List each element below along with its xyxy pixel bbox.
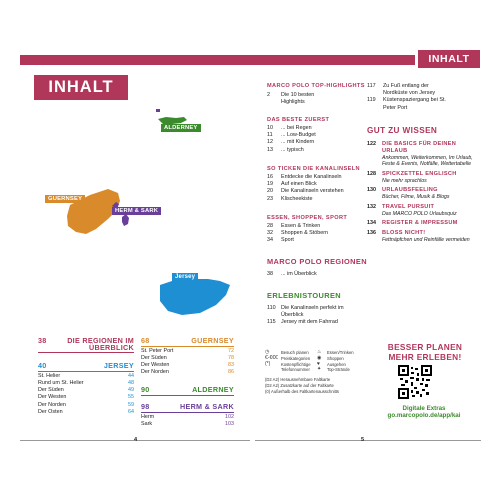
legend-item: ◷ Besuch planen [265, 349, 309, 355]
overview-name: DIE REGIONEN IM ÜBERBLICK [67, 336, 134, 352]
legend-note: (D2 A2) Herausnehmbare Faltkarte [265, 377, 331, 383]
essen-list [267, 223, 362, 245]
toc-item[interactable]: 32 Shoppen & Stöbern [267, 230, 329, 237]
table-row: Herm 102 [141, 413, 234, 420]
toc-item[interactable]: 132 TRAVEL PURSUIT Das MARCO POLO Urlaubsquiz [367, 203, 457, 217]
promo-title: BESSER PLANEN MEHR ERLEBEN! [387, 342, 463, 362]
table-row: Der Westen 55 [38, 394, 134, 401]
alderney-island [158, 117, 187, 124]
overview-num: 38 [38, 336, 47, 345]
island-map [40, 105, 250, 325]
clock-icon: ◷ [265, 349, 270, 355]
label-herm-sark: HERM & SARK [112, 207, 161, 215]
herm-sark-num: 98 [141, 402, 150, 411]
legend-item: ♨ Essen/Trinken [317, 349, 354, 355]
guernsey-rule [141, 346, 234, 347]
ticken-list [267, 174, 362, 203]
table-row: Der Norden 59 [38, 401, 134, 408]
guernsey-num: 68 [141, 336, 150, 345]
guernsey-name: GUERNSEY [191, 336, 234, 345]
table-row: St. Peter Port 72 [141, 347, 234, 354]
page-number-right: 5 [361, 437, 365, 443]
regionen-head: MARCO POLO REGIONEN [267, 257, 367, 266]
table-row: Der Norden 86 [141, 369, 234, 376]
toc-item[interactable]: 2 Die 10 besten [267, 92, 315, 98]
touren-list [267, 305, 362, 327]
legend-item: (*) Kostenpflichtige Telefonnummer [265, 360, 311, 373]
toc-item[interactable]: 38 ... im Überblick [267, 271, 317, 277]
toc-item[interactable]: 119 Küstenspaziergang bei St. [367, 97, 446, 104]
phone-icon: (*) [265, 360, 271, 367]
toc-item[interactable]: 16 Entdecke die Kanalinseln [267, 174, 342, 180]
food-icon: ♨ [317, 349, 322, 355]
legend [265, 350, 360, 395]
shopping-icon: ◉ [317, 354, 322, 361]
toc-item[interactable]: 11 ... Low-Budget [267, 132, 316, 139]
ticken-head: SO TICKEN DIE KANALINSELN [267, 166, 360, 172]
jersey-island [160, 279, 230, 315]
jersey-name: JERSEY [103, 361, 134, 370]
legend-item: €-€€€ Preiskategorien [265, 354, 311, 361]
toc-item[interactable]: 128 SPICKZETTEL ENGLISCH Nie mehr sprachlos [367, 170, 457, 184]
toc-item[interactable]: 110 Die Kanalinseln perfekt im [267, 305, 344, 311]
gut-head: GUT ZU WISSEN [367, 126, 438, 135]
touren-head: ERLEBNISTOUREN [267, 291, 342, 300]
legend-item: ♥ Ausgehen [317, 360, 346, 367]
label-alderney: ALDERNEY [161, 124, 201, 132]
toc-item[interactable]: 115 Jersey mit dem Fahrrad [267, 319, 338, 326]
toc-item[interactable]: Überblick [281, 312, 304, 319]
page-number-left: 4 [134, 437, 138, 443]
legend-note: (0) Außerhalb des Faltkartenausschnitts [265, 388, 340, 394]
alderney-num: 90 [141, 385, 150, 394]
highlights-head: MARCO POLO TOP-HIGHLIGHTS [267, 83, 365, 89]
table-row: Der Süden 49 [38, 387, 134, 394]
right-page-rule [255, 440, 481, 441]
toc-item[interactable]: Highlights [281, 99, 305, 106]
header-tag: INHALT [418, 50, 480, 68]
label-jersey: Jersey [172, 273, 198, 281]
legend-note: (D2 A2) Zusatzkarte auf der Faltkarte [265, 382, 334, 388]
herm-sark-rule [141, 412, 234, 413]
toc-item[interactable]: 136 BLOSS NICHT! Fettnäpfchen und Reinfälle vermeiden [367, 229, 470, 243]
legend-item: ◉ Shoppen [317, 354, 344, 361]
beach-icon: ✦ [317, 366, 322, 373]
legend-item: ✦ Top-Strände [317, 366, 350, 373]
toc-item[interactable]: 34 Sport [267, 237, 294, 244]
toc-item[interactable]: Peter Port [383, 104, 408, 111]
table-row: Der Osten 64 [38, 409, 134, 416]
table-row: Sark 103 [141, 420, 234, 427]
price-icon: €-€€€ [265, 354, 278, 361]
sark-island [122, 214, 129, 226]
toc-item[interactable]: 117 Zu Fuß entlang der [367, 83, 429, 89]
toc-item[interactable]: 13 ... typisch [267, 146, 304, 153]
overview-rule [38, 352, 134, 353]
region-overview [38, 337, 134, 354]
header-bar [20, 55, 415, 65]
toc-item[interactable]: 19 Auf einen Blick [267, 181, 317, 188]
jersey-rule [38, 371, 134, 372]
jersey-num: 40 [38, 361, 47, 370]
toc-item[interactable]: 122 DIE BASICS FÜR DEINEN URLAUB Ankommen, Weiterkommen, Im Urlaub, Feste & Events, Notfälle, Wettertabelle [367, 141, 473, 168]
beste-head: DAS BESTE ZUERST [267, 117, 330, 123]
channel-islands-map [40, 105, 250, 325]
nightlife-icon: ♥ [317, 360, 320, 367]
alderney-rule [141, 395, 234, 396]
toc-item[interactable]: 130 URLAUBSFEELING Bücher, Filme, Musik & Blogs [367, 187, 450, 201]
regionen-list [267, 271, 362, 278]
toc-item[interactable]: 20 Die Kanalinseln verstehen [267, 188, 344, 195]
toc-item[interactable]: 23 Klischeekiste [267, 195, 313, 202]
essen-head: ESSEN, SHOPPEN, SPORT [267, 215, 348, 221]
region-herm-sark [141, 403, 234, 428]
jersey-rows [38, 373, 134, 417]
alderney-name: ALDERNEY [192, 385, 234, 394]
table-row: Der Süden 78 [141, 354, 234, 361]
qr-code[interactable] [398, 365, 432, 399]
gut-list [367, 141, 479, 246]
fuss-list [367, 83, 477, 112]
region-jersey [38, 362, 134, 416]
table-row: St. Helier 44 [38, 372, 134, 379]
promo-link[interactable]: Digitale Extras go.marcopolo.de/app/kai [387, 405, 461, 420]
beste-list [267, 125, 362, 154]
table-row: Rund um St. Helier 48 [38, 379, 134, 386]
label-guernsey: GUERNSEY [45, 195, 85, 203]
table-row: Der Westen 83 [141, 362, 234, 369]
region-guernsey [141, 337, 234, 377]
toc-item[interactable]: Nordküste von Jersey [383, 90, 436, 97]
page-title: INHALT [34, 75, 128, 100]
toc-item[interactable]: 134 REGISTER & IMPRESSUM [367, 220, 458, 227]
rock-1 [156, 109, 160, 112]
toc-item[interactable]: 10 ... bei Regen [267, 125, 312, 131]
highlights-list [267, 92, 362, 106]
toc-item[interactable]: 12 ... mit Kindern [267, 139, 315, 146]
qr-code-icon [398, 365, 432, 399]
herm-sark-name: HERM & SARK [179, 402, 234, 411]
toc-item[interactable]: 28 Essen & Trinken [267, 223, 321, 229]
region-alderney [141, 386, 234, 397]
